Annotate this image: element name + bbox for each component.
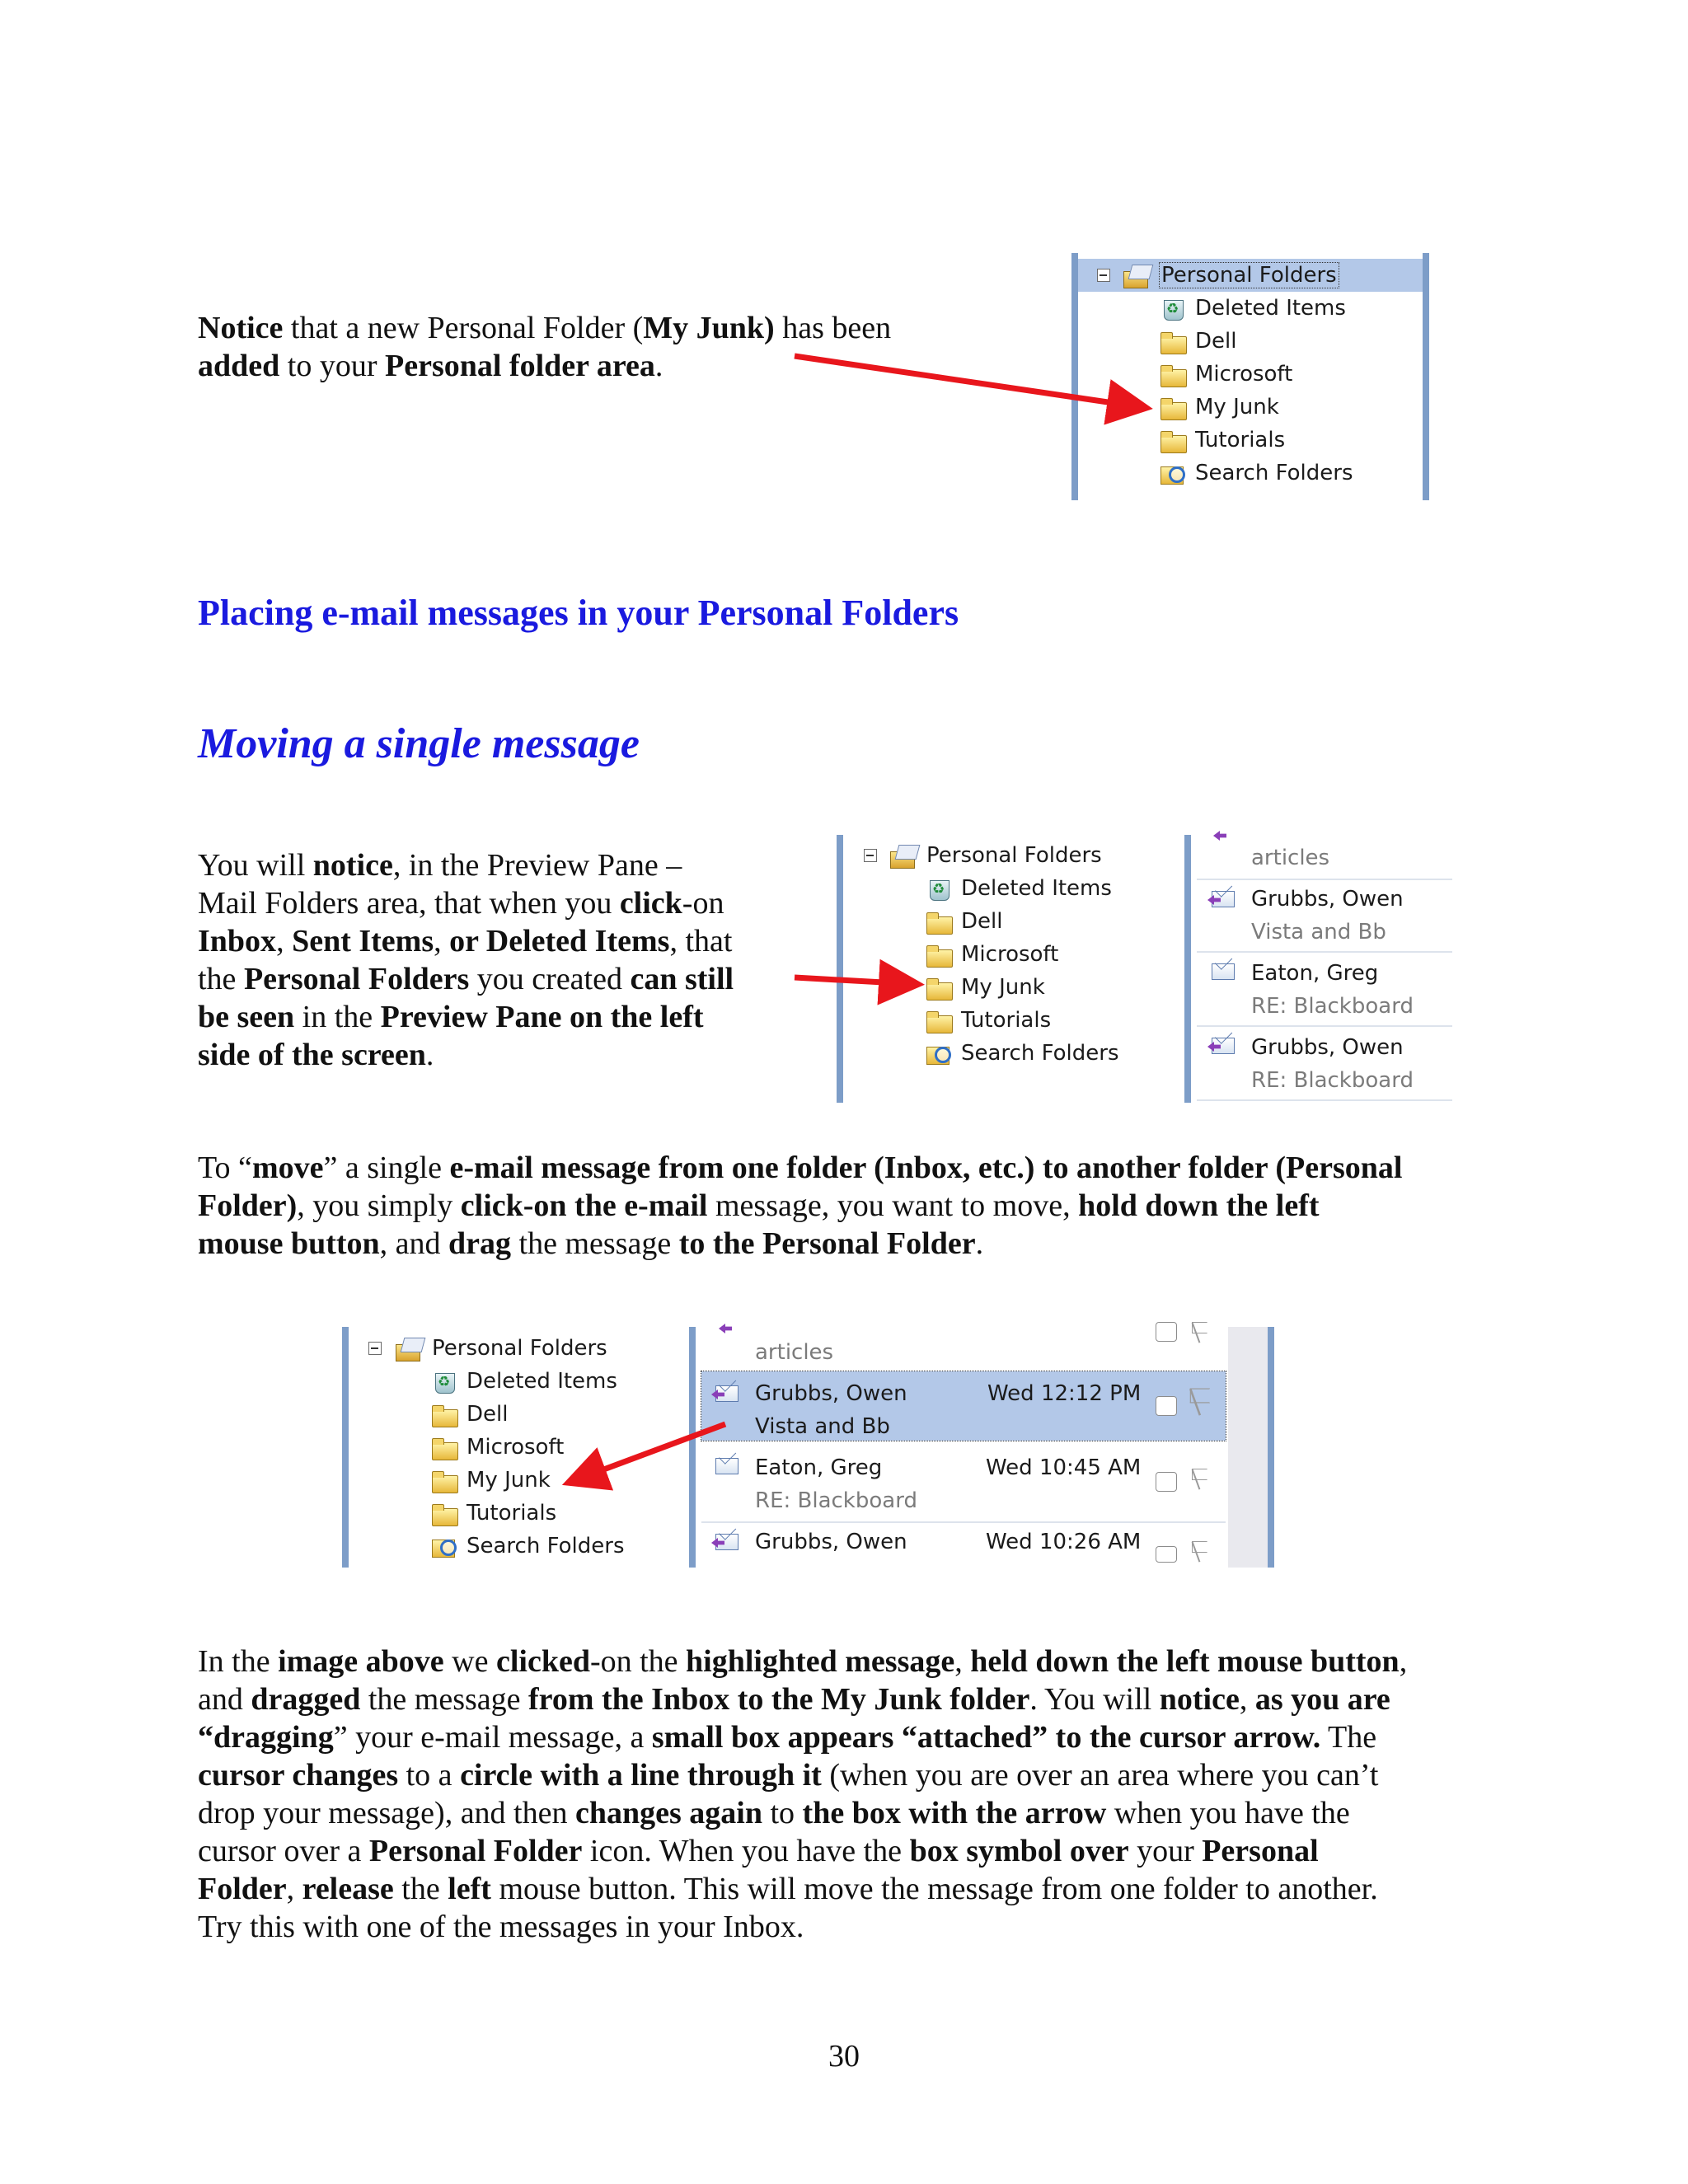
search-folder-icon [430,1535,458,1558]
folder-icon [925,1009,953,1032]
tree-deleted-items[interactable]: ♻ Deleted Items [925,873,1112,904]
tree-tutorials[interactable]: Tutorials [430,1497,556,1529]
recycle-bin-icon [430,1370,458,1393]
row-separator [1197,879,1452,880]
envelope-icon [1212,888,1235,907]
collapse-icon[interactable] [1097,269,1110,282]
red-arrow-my-junk-2 [795,977,913,984]
mail-list-left-border [1184,835,1191,1103]
folder-icon [1159,363,1187,386]
mail-list-right-border [1268,1327,1274,1568]
flag-icon[interactable] [1187,1540,1210,1563]
envelope-icon [1212,1035,1235,1053]
tree-search-folders[interactable]: Search Folders [925,1038,1118,1069]
personal-folders-icon [1123,264,1151,287]
folder-icon [430,1502,458,1525]
envelope-icon [715,1455,738,1474]
folder-icon [925,943,953,966]
personal-folders-icon [396,1337,424,1360]
folder-icon [430,1436,458,1459]
tree-my-junk[interactable]: My Junk [430,1465,551,1496]
flag-icon[interactable] [1187,1467,1210,1490]
notice-line-1: Notice that a new Personal Folder (My Junk) has been [198,311,892,345]
row-separator [1197,1099,1452,1101]
flag-icon[interactable] [1184,1386,1213,1416]
tree-microsoft[interactable]: Microsoft [925,939,1058,970]
scrollbar-track[interactable] [1228,1327,1268,1568]
panel-left-border [342,1327,349,1568]
envelope-icon [1212,961,1235,979]
row-separator [1197,1025,1452,1027]
tree-microsoft[interactable]: Microsoft [1159,359,1292,390]
tree-my-junk[interactable]: My Junk [1159,391,1279,423]
category-checkbox[interactable] [1156,1322,1177,1342]
row-separator [1197,951,1452,953]
tree-dell[interactable]: Dell [430,1399,508,1430]
category-checkbox[interactable] [1156,1472,1177,1492]
recycle-bin-icon [1159,297,1187,320]
search-folder-icon [925,1042,953,1065]
tree-personal-folders[interactable]: Personal Folders [1123,260,1339,291]
folder-icon [925,910,953,933]
recycle-bin-icon [925,877,953,900]
search-folder-icon [1159,462,1187,485]
tree-microsoft[interactable]: Microsoft [430,1432,564,1463]
tree-search-folders[interactable]: Search Folders [1159,457,1353,489]
folder-icon [1159,396,1187,419]
tree-tutorials[interactable]: Tutorials [925,1005,1051,1036]
panel-left-border [837,835,843,1103]
category-checkbox[interactable] [1156,1546,1177,1563]
reply-arrow-icon [1213,831,1226,841]
tree-deleted-items[interactable]: ♻ Deleted Items [430,1366,617,1397]
panel-left-border [1071,253,1078,500]
collapse-icon[interactable] [368,1342,382,1355]
category-checkbox[interactable] [1156,1396,1177,1416]
panel-right-border [1423,253,1429,500]
mail-list-left-border [689,1327,696,1568]
tree-dell[interactable]: Dell [925,906,1002,937]
personal-folders-icon [890,844,918,867]
tree-dell[interactable]: Dell [1159,326,1236,357]
partial-subject: articles [1251,846,1330,870]
envelope-icon [715,1531,738,1549]
partial-subject: articles [755,1340,834,1365]
preview-pane-paragraph: You will notice, in the Preview Pane – Mail Folders area, that when you click-on Inbox, Sent Items, or Deleted Items, that the Personal Folders you created can still be seen in the Preview Pane on the left side of the screen. [198,848,734,1072]
tree-personal-folders[interactable]: Personal Folders [396,1333,607,1364]
folder-icon [1159,429,1187,452]
tree-deleted-items[interactable]: ♻ Deleted Items [1159,293,1346,324]
notice-paragraph [198,309,964,385]
drag-explanation-paragraph: In the image above we clicked-on the highlighted message, held down the left mouse button, and dragged the message from the Inbox to the My Junk folder. You will notice, as you are “dragging” your e-mail message, a small box appears “attached” to the cursor arrow. The cursor changes to a circle with a line through it (when you are over an area where you can’t drop your message), and then changes again to the box with the arrow when you have the cursor over a Personal Folder icon. When you have the box symbol over your Personal Folder, release the left mouse button. This will move the message from one folder to another. Try this with one of the messages in your Inbox. [198,1644,1408,1944]
flag-icon[interactable] [1187,1320,1210,1343]
envelope-icon [715,1383,738,1401]
tree-my-junk[interactable]: My Junk [925,972,1045,1003]
page-number: 30 [828,2039,860,2074]
move-instructions-paragraph: To “move” a single e-mail message from one folder (Inbox, etc.) to another folder (Personal Folder), you simply click-on the e-mail message, you want to move, hold down the left mouse button, and drag the message to the Personal Folder. [198,1151,1403,1261]
tree-search-folders[interactable]: Search Folders [430,1530,624,1562]
tree-personal-folders[interactable]: Personal Folders [890,840,1102,871]
reply-arrow-icon [719,1324,732,1333]
tree-tutorials[interactable]: Tutorials [1159,424,1285,456]
heading-moving-single-message: Moving a single message [198,720,640,767]
folder-icon [1159,330,1187,353]
row-separator [701,1521,1226,1523]
folder-icon [430,1403,458,1426]
collapse-icon[interactable] [864,849,877,862]
folder-icon [925,976,953,999]
folder-icon [430,1469,458,1492]
notice-line-2: added to your Personal folder area. [198,349,663,383]
heading-placing-messages: Placing e-mail messages in your Personal Folders [198,593,959,633]
